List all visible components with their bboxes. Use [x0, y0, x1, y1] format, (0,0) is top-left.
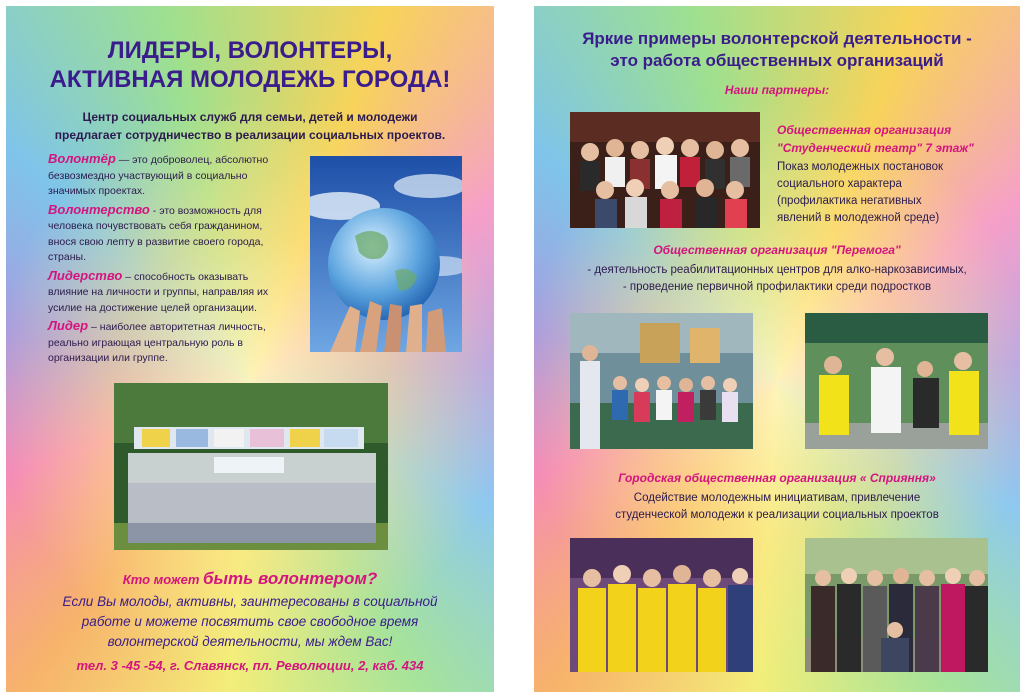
definition-text: внося свою лепту в развитие своего города, — [48, 235, 264, 248]
org1-name-line1: Общественная организация — [777, 123, 952, 137]
org2-desc-line: - проведение первичной профилактики среди подростков — [622, 281, 932, 293]
question-suffix: ? — [366, 569, 378, 588]
left-title-line2: АКТИВНАЯ МОЛОДЕЖЬ ГОРОДА! — [49, 66, 451, 93]
org3-desc-line: студенческой молодежи к реализации социальных проектов — [615, 509, 939, 521]
org1-description — [777, 159, 1007, 227]
definition-text: влияние на личности и группы, направляя их — [48, 286, 269, 298]
left-title-line1: ЛИДЕРЫ, ВОЛОНТЕРЫ, — [107, 37, 393, 64]
contact-info: тел. 3 -45 -54, г. Славянск, пл. Революции, 2, каб. 434 — [76, 658, 424, 673]
org3-desc-line: Содействие молодежным инициативам, привлечение — [633, 492, 921, 504]
definition-term: Волонтерство — [48, 201, 150, 217]
definition-leader — [48, 318, 306, 367]
definition-text: значимых проектах. — [48, 185, 146, 197]
org2-name: Общественная организация "Перемога" — [653, 243, 901, 257]
org1-name-line2: "Студенческий театр" 7 этаж" — [777, 141, 974, 155]
youth-yellow-shirts-photo — [570, 538, 753, 672]
right-page — [534, 6, 1020, 692]
volunteers-yellow-photo — [805, 313, 988, 449]
org1-desc-line: (профилактика негативных — [777, 195, 922, 207]
definitions — [48, 151, 306, 367]
definition-volunteer — [48, 151, 306, 200]
org1-desc-line: Показ молодежных постановок — [777, 161, 944, 173]
right-title-line1: Яркие примеры волонтерской деятельности - — [582, 29, 972, 48]
invitation-line: волонтерской деятельности, мы ждем Вас! — [107, 634, 393, 649]
definition-text: – наиболее авторитетная личность, — [88, 321, 266, 333]
definition-text: - это возможность для — [149, 204, 262, 217]
definition-text: безвозмездно участвующий в социально — [48, 169, 248, 182]
left-subtitle-line2: предлагает сотрудничество в реализации социальных проектов. — [54, 128, 446, 142]
invitation-line: работе и можете посвятить свое свободное время — [81, 614, 419, 629]
group-photo — [114, 383, 388, 550]
invitation-text — [6, 592, 494, 652]
left-title — [6, 36, 494, 94]
definition-leadership — [48, 268, 306, 317]
definition-text: человека почувствовать себя гражданином, — [48, 220, 263, 232]
definition-text: усилие на достижение целей организации. — [48, 301, 257, 314]
group-outdoors-photo — [805, 538, 988, 672]
definition-text: реально играющая центральную роль в — [48, 336, 244, 349]
rehab-center-photo — [570, 313, 753, 449]
left-subtitle-line1: Центр социальных служб для семьи, детей и молодежи — [82, 110, 418, 124]
globe-hands-photo — [310, 156, 462, 352]
definition-term: Лидерство — [48, 267, 123, 283]
theatre-photo — [570, 112, 760, 228]
definition-text: — это доброволец, абсолютно — [115, 154, 269, 166]
definition-term: Лидер — [48, 318, 89, 333]
org3-name: Городская общественная организация « Сприяння» — [618, 471, 936, 485]
org1-name — [777, 121, 1007, 157]
org2-description — [534, 262, 1020, 296]
right-title-line2: это работа общественных организаций — [610, 51, 944, 70]
volunteer-question — [6, 569, 494, 589]
partners-label: Наши партнеры: — [724, 83, 830, 97]
left-page — [6, 6, 494, 692]
definition-text: страны. — [48, 251, 87, 263]
question-prefix: Кто может — [122, 572, 203, 587]
definition-term: Волонтёр — [48, 151, 116, 166]
definition-text: организации или группе. — [48, 352, 168, 364]
question-emphasis: быть волонтером — [203, 569, 367, 588]
org1-desc-line: социального характера — [777, 178, 902, 190]
left-subtitle — [6, 108, 494, 144]
definition-volunteering — [48, 202, 306, 266]
org1-desc-line: явлений в молодежной среде) — [777, 212, 940, 224]
right-title — [534, 28, 1020, 72]
org3-description — [534, 490, 1020, 524]
invitation-line: Если Вы молоды, активны, заинтересованы в социальной — [62, 594, 438, 609]
org2-desc-line: - деятельность реабилитационных центров для алко-наркозависимых, — [587, 264, 967, 276]
definition-text: – способность оказывать — [122, 270, 249, 283]
